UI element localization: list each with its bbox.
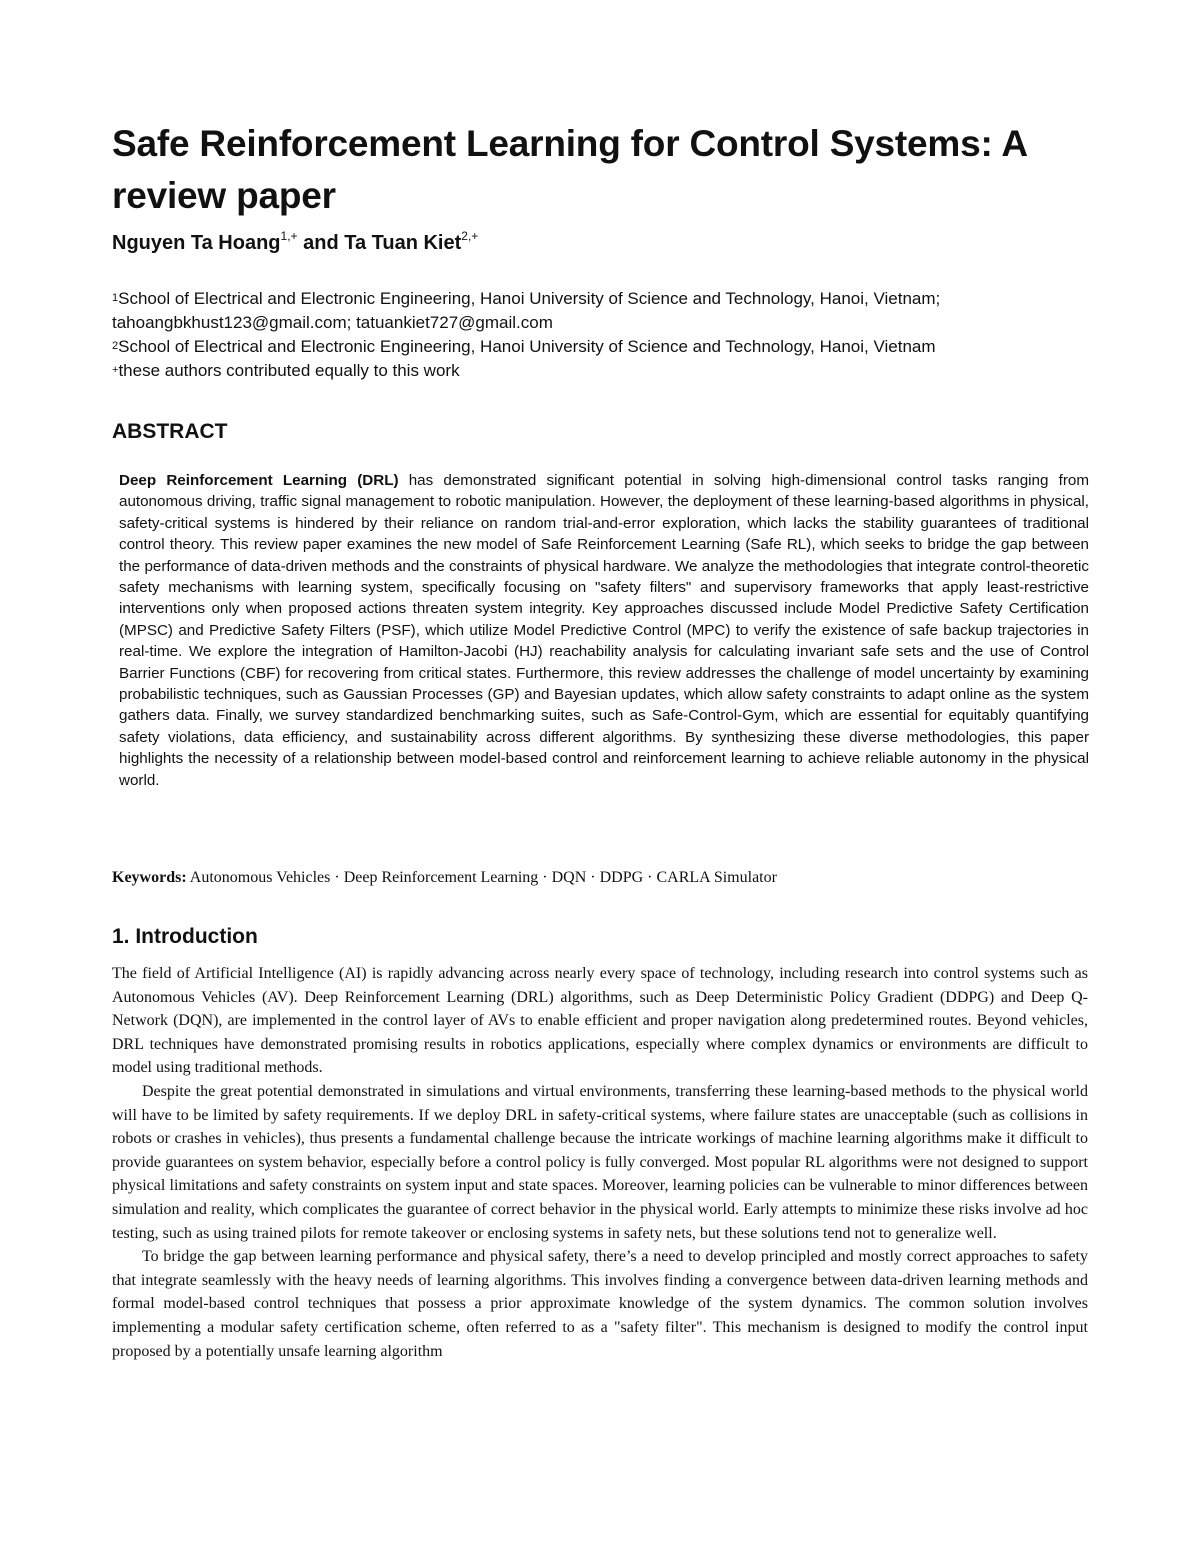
affiliation-1-mark: 1 [112,292,119,304]
equal-contribution-mark: + [112,364,119,376]
keywords [112,869,777,887]
author-1-affiliation-mark: 1,+ [280,229,298,243]
affiliation-1-text: School of Electrical and Electronic Engineering, Hanoi University of Science and Technology, Hanoi, Vietnam; [118,289,941,308]
equal-contribution-text: these authors contributed equally to this work [118,361,460,380]
keywords-label: Keywords: [112,869,187,886]
paragraph: Despite the great potential demonstrated in simulations and virtual environments, transferring these learning-based methods to the physical world will have to be limited by safety requirements. If we deploy DRL in safety-critical systems, where failure states are unacceptable (such as collisions in robots or crashes in vehicles), thus presents a fundamental challenge because the intricate workings of machine learning algorithms make it difficult to provide guarantees on system behavior, especially before a control policy is fully converged. Most popular RL algorithms were not designed to support physical limitations and safety constraints on system input and state spaces. Moreover, learning policies can be vulnerable to minor differences between simulation and reality, which complicates the guarantee of correct behavior in the physical world. Early attempts to minimize these risks involve ad hoc testing, such as using trained pilots for remote takeover or enclosing systems in safety nets, but these solutions tend not to generalize well. [112,1082,1088,1242]
paragraph: To bridge the gap between learning performance and physical safety, there’s a need to develop principled and mostly correct approaches to safety that integrate seamlessly with the heavy needs of learning algorithms. This involves finding a convergence between data-driven learning methods and formal model-based control techniques that possess a prior approximate knowledge of the system dynamics. The common solution involves implementing a modular safety certification scheme, often referred to as a "safety filter". This mechanism is designed to modify the control input proposed by a potentially unsafe learning algorithm [112,1248,1088,1360]
equal-contribution-note [112,359,1088,383]
author-connector: and [297,232,345,254]
introduction-body [112,962,1088,1363]
section-heading-introduction: 1. Introduction [112,925,258,948]
author-emails [112,311,1088,335]
affiliation-2-mark: 2 [112,340,119,352]
paper-title: Safe Reinforcement Learning for Control Systems: A review paper [112,123,1027,216]
affiliation-2-text: School of Electrical and Electronic Engineering, Hanoi University of Science and Technology, Hanoi, Vietnam [118,337,936,356]
abstract-heading: ABSTRACT [112,420,228,443]
author-2-name: Ta Tuan Kiet [344,232,462,254]
abstract-body [119,470,1089,791]
affiliation-1 [112,287,1088,311]
abstract-lead-term: Deep Reinforcement Learning (DRL) [119,472,399,489]
paragraph: The field of Artificial Intelligence (AI) is rapidly advancing across nearly every space of technology, including research into control systems such as Autonomous Vehicles (AV). Deep Reinforcement Learning (DRL) algorithms, such as Deep Deterministic Policy Gradient (DDPG) and Deep Q-Network (DQN), are implemented in the control layer of AVs to enable efficient and proper navigation along predetermined routes. Beyond vehicles, DRL techniques have demonstrated promising results in robotics applications, especially where complex dynamics or environments are difficult to model using traditional methods. [112,965,1088,1077]
author-2-affiliation-mark: 2,+ [461,229,479,243]
abstract-text: has demonstrated significant potential in solving high-dimensional control tasks ranging from autonomous driving, traffic signal management to robotic manipulation. However, the deployment of these learning-based algorithms in physical, safety-critical systems is hindered by their reliance on random trial-and-error exploration, which lacks the stability guarantees of traditional control theory. This review paper examines the new model of Safe Reinforcement Learning (Safe RL), which seeks to bridge the gap between the performance of data-driven methods and the constraints of physical hardware. We analyze the methodologies that integrate control-theoretic safety mechanisms with learning system, specifically focusing on "safety filters" and supervisory frameworks that apply least-restrictive interventions only when proposed actions threaten system integrity. Key approaches discussed include Model Predictive Safety Certification (MPSC) and Predictive Safety Filters (PSF), which utilize Model Predictive Control (MPC) to verify the existence of safe backup trajectories in real-time. We explore the integration of Hamilton-Jacobi (HJ) reachability analysis for calculating invariant safe sets and the use of Control Barrier Functions (CBF) for recovering from critical states. Furthermore, this review addresses the challenge of model uncertainty by examining probabilistic techniques, such as Gaussian Processes (GP) and Bayesian updates, which allow safety constraints to adapt online as the system gathers data. Finally, we survey standardized benchmarking suites, such as Safe-Control-Gym, which are essential for equitably quantifying safety violations, data efficiency, and sustainability across different algorithms. By synthesizing these diverse methodologies, this paper highlights the necessity of a relationship between model-based control and reinforcement learning to achieve reliable autonomy in the physical world. [119,472,1089,789]
affiliation-2 [112,335,1088,359]
keywords-list: Autonomous Vehicles · Deep Reinforcement Learning · DQN · DDPG · CARLA Simulator [189,869,777,886]
affiliations [112,287,1088,383]
author-emails-text[interactable]: tahoangbkhust123@gmail.com; tatuankiet727@gmail.com [112,313,553,332]
author-1-name: Nguyen Ta Hoang [112,232,281,254]
author-list [112,229,479,255]
